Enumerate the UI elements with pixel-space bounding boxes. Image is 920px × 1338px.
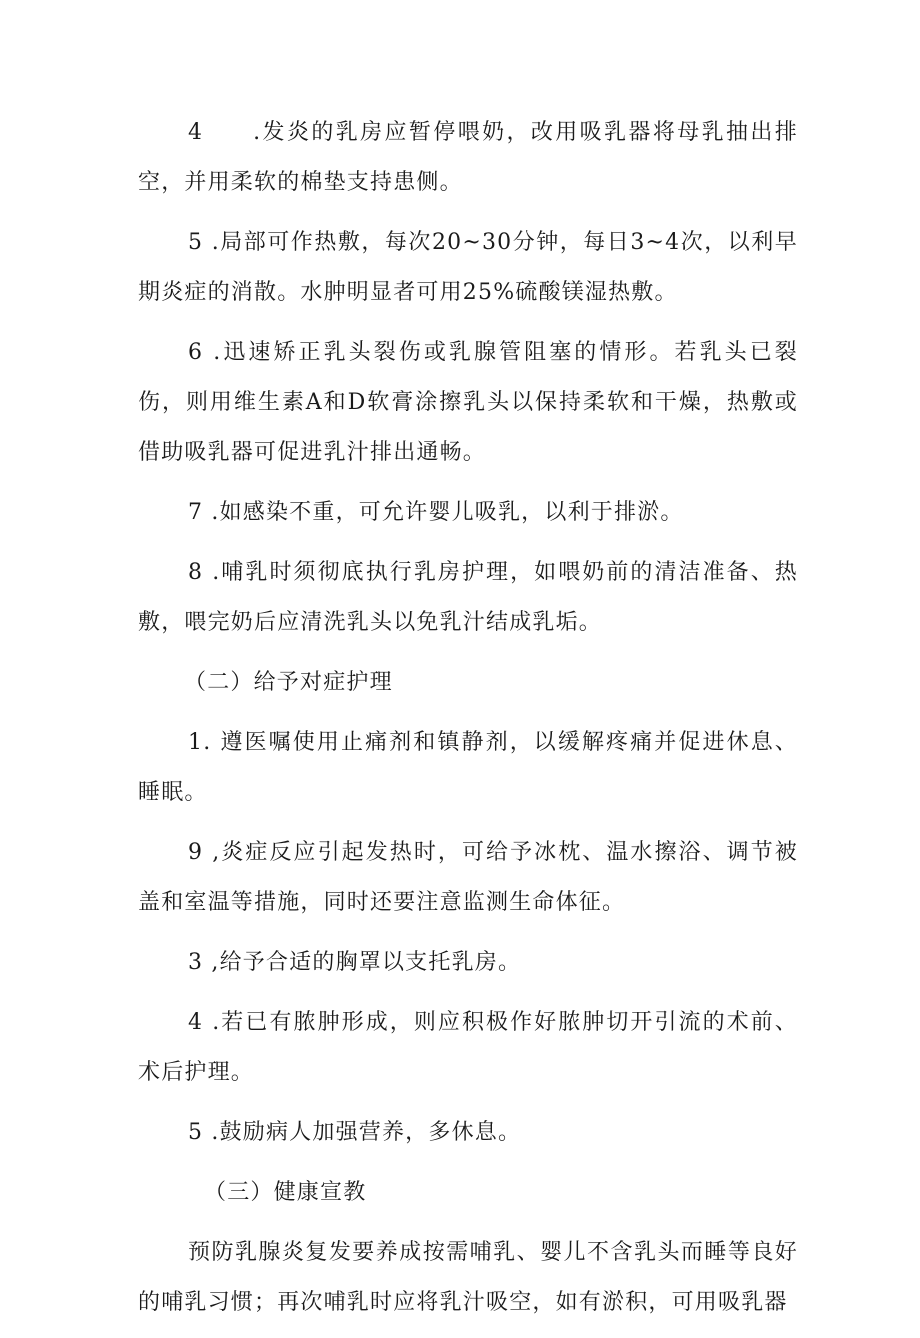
paragraph-item-4-abscess-care: 4 .若已有脓肿形成，则应积极作好脓肿切开引流的术前、术后护理。	[138, 1010, 798, 1085]
paragraph-item-5-nutrition-rest: 5 .鼓励病人加强营养，多休息。	[188, 1120, 522, 1145]
paragraph-item-8-breast-hygiene: 8 .哺乳时须彻底执行乳房护理，如喂奶前的清洁准备、热敷，喂完奶后应清洗乳头以免乳汁结成乳垢。	[138, 560, 798, 635]
paragraph-item-1-analgesics: 1. 遵医嘱使用止痛剂和镇静剂，以缓解疼痛并促进休息、睡眠。	[138, 730, 798, 805]
section-heading-health-education: （三）健康宣教	[204, 1180, 367, 1205]
paragraph-prevention: 预防乳腺炎复发要养成按需哺乳、婴儿不含乳头而睡等良好的哺乳习惯；再次哺乳时应将乳汁吸空，如有淤积，可用吸乳器	[138, 1240, 798, 1315]
paragraph-item-7-infant-feeding: 7 .如感染不重，可允许婴儿吸乳，以利于排淤。	[188, 500, 684, 525]
document-body	[138, 108, 798, 1338]
paragraph-item-3-bra-support: 3 ,给予合适的胸罩以支托乳房。	[188, 950, 522, 975]
paragraph-item-5-hot-compress: 5 .局部可作热敷，每次20~30分钟，每日3~4次，以利早期炎症的消散。水肿明显者可用25%硫酸镁湿热敷。	[138, 230, 798, 305]
paragraph-item-9-fever-care: 9 ,炎症反应引起发热时，可给予冰枕、温水擦浴、调节被盖和室温等措施，同时还要注意监测生命体征。	[138, 840, 798, 915]
section-heading-symptomatic-care: （二）给予对症护理	[184, 670, 393, 695]
paragraph-item-4-breast-pump: 4 .发炎的乳房应暂停喂奶，改用吸乳器将母乳抽出排空，并用柔软的棉垫支持患侧。	[138, 120, 798, 195]
paragraph-item-6-nipple-care: 6 .迅速矫正乳头裂伤或乳腺管阻塞的情形。若乳头已裂伤，则用维生素A和D软膏涂擦乳头以保持柔软和干燥，热敷或借助吸乳器可促进乳汁排出通畅。	[138, 340, 798, 465]
